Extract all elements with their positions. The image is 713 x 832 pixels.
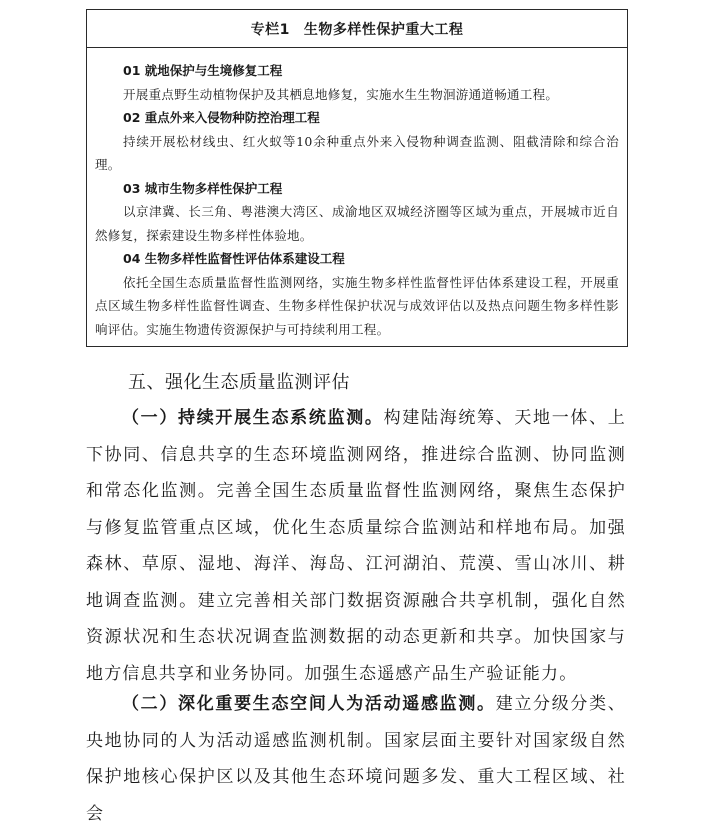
project-heading-02: 02 重点外来入侵物种防控治理工程 (123, 110, 320, 125)
project-heading-01: 01 就地保护与生境修复工程 (123, 63, 283, 78)
section-title: 五、强化生态质量监测评估 (128, 372, 350, 393)
project-text-02: 持续开展松材线虫、红火蚁等10余种重点外来入侵物种调查监测、阻截清除和综合治理。 (95, 133, 619, 172)
project-heading-03: 03 城市生物多样性保护工程 (123, 180, 283, 196)
column-title: 生物多样性保护重大工程 (303, 21, 464, 38)
column-box (86, 9, 628, 347)
column-number: 专栏1 (250, 21, 290, 38)
column-box-body (87, 48, 627, 341)
project-text-04: 依托全国生态质量监督性监测网络，实施生物多样性监督性评估体系建设工程，开展重点区域生物多样性监督性调查、生物多样性保护状况与成效评估以及热点问题生物多样性影响评估。实施生物遗传资源保护与可持续利用工程。 (95, 274, 619, 337)
column-box-title (87, 10, 627, 48)
paragraph-lead: （二）深化重要生态空间人为活动遥感监测。 (122, 694, 496, 714)
paragraph-text: 构建陆海统筹、天地一体、上下协同、信息共享的生态环境监测网络，推进综合监测、协同监测和常态化监测。完善全国生态质量监督性监测网络，聚焦生态保护与修复监管重点区域，优化生态质量综合监测站和样地布局。加强森林、草原、湿地、海洋、海岛、江河湖泊、荒漠、雪山冰川、耕地调查监测。建立完善相关部门数据资源融合共享机制，强化自然资源状况和生态状况调查监测数据的动态更新和共享。加快国家与地方信息共享和业务协同。加强生态遥感产品生产验证能力。 (86, 408, 626, 684)
body-paragraph (86, 686, 626, 832)
project-text-01: 开展重点野生动植物保护及其栖息地修复，实施水生生物洄游通道畅通工程。 (123, 86, 559, 102)
paragraph-lead: （一）持续开展生态系统监测。 (122, 408, 384, 428)
project-text-03: 以京津冀、长三角、粤港澳大湾区、成渝地区双城经济圈等区域为重点，开展城市近自然修复，探索建设生物多样性体验地。 (95, 204, 619, 243)
body-paragraph (86, 400, 626, 692)
paragraph-text: 建立分级分类、央地协同的人为活动遥感监测机制。国家层面主要针对国家级自然保护地核心保护区以及其他生态环境问题多发、重大工程区域、社会 (86, 694, 626, 824)
project-heading-04: 04 生物多样性监督性评估体系建设工程 (123, 251, 345, 266)
